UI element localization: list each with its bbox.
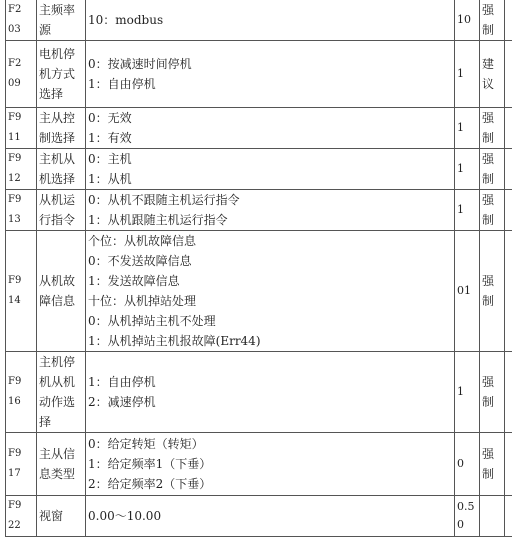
param-attribute bbox=[480, 108, 505, 149]
param-attribute bbox=[480, 496, 505, 537]
param-range bbox=[86, 433, 455, 496]
blank-cell bbox=[505, 231, 512, 352]
param-default: 0 bbox=[455, 433, 480, 496]
param-code bbox=[6, 0, 37, 41]
parameter-table bbox=[5, 0, 512, 537]
param-name-line: 选择 bbox=[39, 84, 83, 104]
param-range-line: 0：按减速时间停机 bbox=[88, 54, 452, 74]
param-code-line: F2 bbox=[8, 0, 34, 20]
param-attribute-line: 制 bbox=[482, 392, 502, 412]
param-range-line: 1：从机掉站主机报故障(Err44) bbox=[88, 331, 452, 351]
param-name-line: 主从信 bbox=[39, 444, 83, 464]
param-range-line: 2：减速停机 bbox=[88, 392, 452, 412]
param-name bbox=[37, 149, 86, 190]
param-range-line: 十位：从机掉站处理 bbox=[88, 291, 452, 311]
param-code bbox=[6, 433, 37, 496]
blank-cell bbox=[505, 433, 512, 496]
param-code-line: F2 bbox=[8, 54, 34, 74]
blank-cell bbox=[505, 352, 512, 433]
param-name bbox=[37, 41, 86, 108]
param-name-line: 电机停 bbox=[39, 44, 83, 64]
param-code bbox=[6, 41, 37, 108]
param-range-line: 0.00～10.00 bbox=[88, 506, 452, 526]
param-attribute-line: 议 bbox=[482, 74, 502, 94]
param-name-line: 源 bbox=[39, 20, 83, 40]
param-code-line: 22 bbox=[8, 516, 34, 536]
param-name bbox=[37, 352, 86, 433]
param-range-line: 1：自由停机 bbox=[88, 74, 452, 94]
param-code-line: F9 bbox=[8, 372, 34, 392]
param-code-line: 17 bbox=[8, 464, 34, 484]
param-name bbox=[37, 0, 86, 41]
param-range bbox=[86, 108, 455, 149]
param-range-line: 0：主机 bbox=[88, 149, 452, 169]
param-code-line: 09 bbox=[8, 74, 34, 94]
param-attribute-line: 制 bbox=[482, 128, 502, 148]
param-code bbox=[6, 352, 37, 433]
param-range-line: 10：modbus bbox=[88, 10, 452, 30]
param-attribute bbox=[480, 0, 505, 41]
param-code bbox=[6, 231, 37, 352]
param-range bbox=[86, 190, 455, 231]
param-range-line: 2：给定频率2（下垂） bbox=[88, 474, 452, 494]
param-name-line: 从机运 bbox=[39, 190, 83, 210]
param-default: 1 bbox=[455, 149, 480, 190]
param-code-line: 16 bbox=[8, 392, 34, 412]
param-attribute bbox=[480, 41, 505, 108]
param-name-line: 动作选 bbox=[39, 392, 83, 412]
param-range-line: 0：从机不跟随主机运行指令 bbox=[88, 190, 452, 210]
param-name-line: 主频率 bbox=[39, 0, 83, 20]
table-row bbox=[6, 433, 512, 496]
param-code-line: F9 bbox=[8, 496, 34, 516]
param-range-line: 0：不发送故障信息 bbox=[88, 251, 452, 271]
param-default: 0.50 bbox=[455, 496, 480, 537]
param-attribute-line: 强 bbox=[482, 190, 502, 210]
param-attribute bbox=[480, 352, 505, 433]
param-attribute-line: 建 bbox=[482, 54, 502, 74]
param-attribute bbox=[480, 190, 505, 231]
param-attribute-line: 制 bbox=[482, 169, 502, 189]
param-code bbox=[6, 190, 37, 231]
param-range-line: 1：从机跟随主机运行指令 bbox=[88, 210, 452, 230]
table-row bbox=[6, 0, 512, 41]
param-code-line: F9 bbox=[8, 149, 34, 169]
param-default: 1 bbox=[455, 41, 480, 108]
blank-cell bbox=[505, 149, 512, 190]
param-range-line: 1：从机 bbox=[88, 169, 452, 189]
param-attribute-line: 强 bbox=[482, 149, 502, 169]
param-name bbox=[37, 433, 86, 496]
param-range-line: 0：给定转矩（转矩） bbox=[88, 434, 452, 454]
param-range bbox=[86, 231, 455, 352]
param-name bbox=[37, 190, 86, 231]
param-default: 1 bbox=[455, 190, 480, 231]
param-attribute-line: 制 bbox=[482, 20, 502, 40]
param-attribute-line: 强 bbox=[482, 108, 502, 128]
param-default: 01 bbox=[455, 231, 480, 352]
blank-cell bbox=[505, 190, 512, 231]
param-range bbox=[86, 352, 455, 433]
param-name bbox=[37, 108, 86, 149]
param-name-line: 机从机 bbox=[39, 372, 83, 392]
param-range-line: 1：自由停机 bbox=[88, 372, 452, 392]
param-name-line: 障信息 bbox=[39, 291, 83, 311]
param-code-line: 11 bbox=[8, 128, 34, 148]
param-attribute bbox=[480, 433, 505, 496]
param-code bbox=[6, 108, 37, 149]
param-name-line: 主机从 bbox=[39, 149, 83, 169]
param-range bbox=[86, 0, 455, 41]
param-code-line: F9 bbox=[8, 190, 34, 210]
blank-cell bbox=[505, 108, 512, 149]
param-name-line: 机选择 bbox=[39, 169, 83, 189]
table-row bbox=[6, 149, 512, 190]
param-code-line: 14 bbox=[8, 291, 34, 311]
param-attribute-line: 制 bbox=[482, 291, 502, 311]
param-name-line: 制选择 bbox=[39, 128, 83, 148]
table-row bbox=[6, 41, 512, 108]
param-name bbox=[37, 231, 86, 352]
param-name-line: 择 bbox=[39, 412, 83, 432]
param-code-line: 03 bbox=[8, 20, 34, 40]
param-name-line: 行指令 bbox=[39, 210, 83, 230]
param-code-line: 12 bbox=[8, 169, 34, 189]
param-code-line: F9 bbox=[8, 444, 34, 464]
param-code-line: F9 bbox=[8, 271, 34, 291]
param-name-line: 视窗 bbox=[39, 506, 83, 526]
param-code bbox=[6, 149, 37, 190]
param-name-line: 主从控 bbox=[39, 108, 83, 128]
param-attribute bbox=[480, 231, 505, 352]
table-row bbox=[6, 352, 512, 433]
param-default: 1 bbox=[455, 352, 480, 433]
param-attribute-line: 强 bbox=[482, 372, 502, 392]
param-range bbox=[86, 149, 455, 190]
param-attribute-line: 制 bbox=[482, 464, 502, 484]
table-row bbox=[6, 190, 512, 231]
param-name-line: 机方式 bbox=[39, 64, 83, 84]
param-range-line: 1：给定频率1（下垂） bbox=[88, 454, 452, 474]
param-name-line: 从机故 bbox=[39, 271, 83, 291]
param-range-line: 个位：从机故障信息 bbox=[88, 231, 452, 251]
blank-cell bbox=[505, 0, 512, 41]
param-name-line: 息类型 bbox=[39, 464, 83, 484]
param-name bbox=[37, 496, 86, 537]
blank-cell bbox=[505, 41, 512, 108]
param-code-line: F9 bbox=[8, 108, 34, 128]
table-row bbox=[6, 108, 512, 149]
param-range-line: 0：从机掉站主机不处理 bbox=[88, 311, 452, 331]
param-attribute-line: 强 bbox=[482, 0, 502, 20]
table-row bbox=[6, 496, 512, 537]
blank-cell bbox=[505, 496, 512, 537]
param-code-line: 13 bbox=[8, 210, 34, 230]
param-default: 10 bbox=[455, 0, 480, 41]
param-range-line: 0：无效 bbox=[88, 108, 452, 128]
param-attribute-line: 制 bbox=[482, 210, 502, 230]
param-name-line: 主机停 bbox=[39, 352, 83, 372]
param-attribute bbox=[480, 149, 505, 190]
param-attribute-line: 强 bbox=[482, 444, 502, 464]
param-code bbox=[6, 496, 37, 537]
param-attribute-line: 强 bbox=[482, 271, 502, 291]
param-range-line: 1：有效 bbox=[88, 128, 452, 148]
param-range bbox=[86, 496, 455, 537]
param-default: 1 bbox=[455, 108, 480, 149]
param-range-line: 1：发送故障信息 bbox=[88, 271, 452, 291]
param-range bbox=[86, 41, 455, 108]
table-row bbox=[6, 231, 512, 352]
